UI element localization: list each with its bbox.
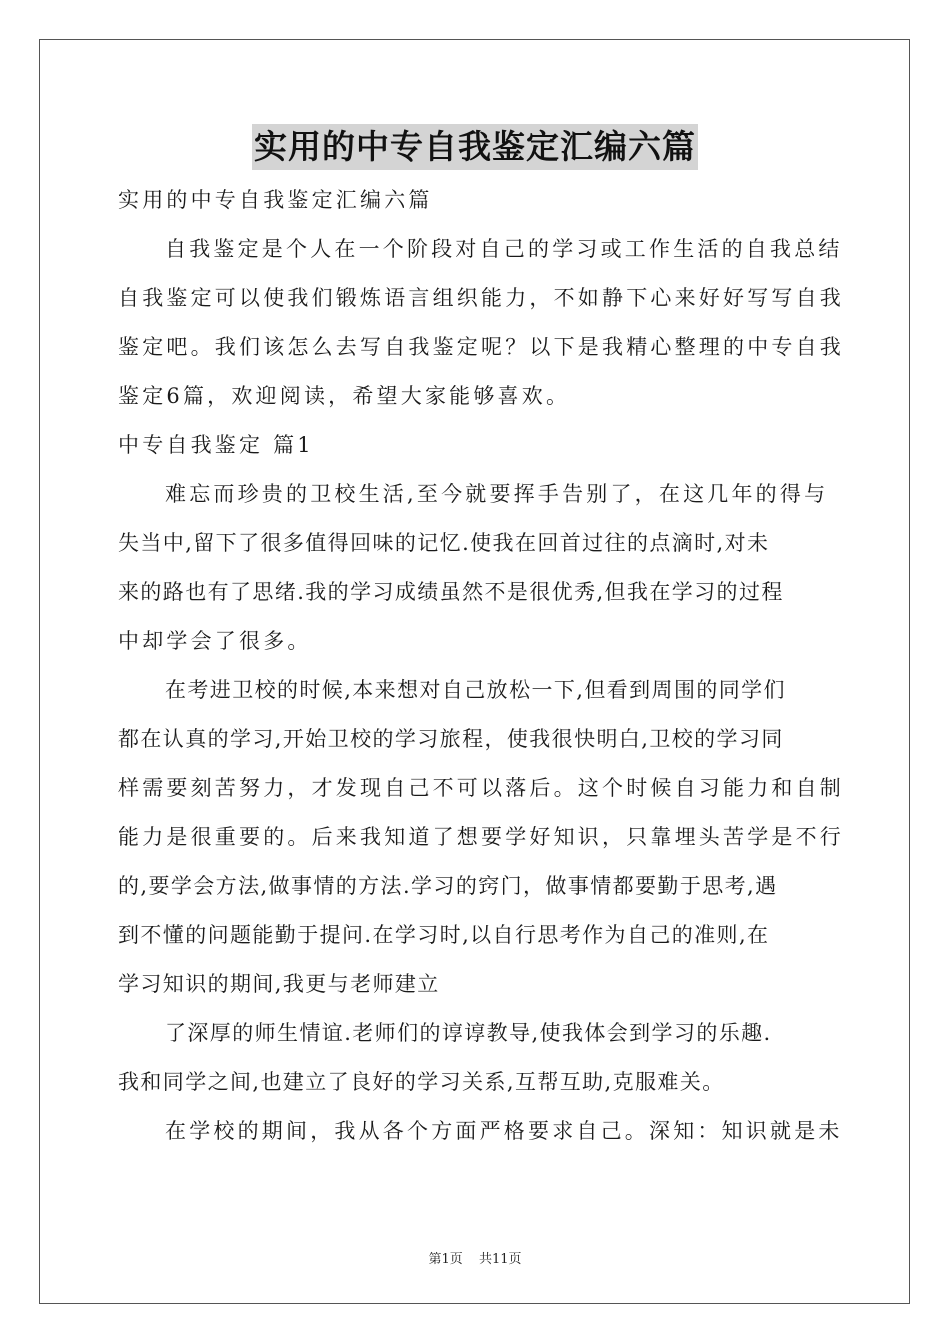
body-line: 来的路也有了思绪.我的学习成绩虽然不是很优秀,但我在学习的过程 <box>118 580 784 604</box>
body-line: 实用的中专自我鉴定汇编六篇 <box>118 188 433 212</box>
section-heading: 中专自我鉴定 篇1 <box>118 433 314 457</box>
body-line: 能力是很重要的。后来我知道了想要学好知识，只靠埋头苦学是不行 <box>118 825 844 849</box>
document-body <box>118 176 844 1156</box>
body-line: 了深厚的师生情谊.老师们的谆谆教导,使我体会到学习的乐趣. <box>165 1021 772 1045</box>
body-line: 鉴定6篇，欢迎阅读，希望大家能够喜欢。 <box>118 384 571 408</box>
page-total: 共11页 <box>478 1252 522 1267</box>
body-line: 都在认真的学习,开始卫校的学习旅程，使我很快明白,卫校的学习同 <box>118 727 784 751</box>
body-line: 学习知识的期间,我更与老师建立 <box>118 972 440 996</box>
page-footer <box>0 1248 950 1267</box>
body-line: 中却学会了很多。 <box>118 629 312 653</box>
body-line: 自我鉴定可以使我们锻炼语言组织能力，不如静下心来好好写写自我 <box>118 286 844 310</box>
body-line: 鉴定吧。我们该怎么去写自我鉴定呢？以下是我精心整理的中专自我 <box>118 335 844 359</box>
page-number: 第1页 <box>428 1252 463 1267</box>
body-line: 失当中,留下了很多值得回味的记忆.使我在回首过往的点滴时,对未 <box>118 531 770 555</box>
body-line: 到不懂的问题能勤于提问.在学习时,以自行思考作为自己的准则,在 <box>118 923 770 947</box>
title-container <box>0 124 950 170</box>
body-line: 自我鉴定是个人在一个阶段对自己的学习或工作生活的自我总结 <box>165 237 843 261</box>
body-line: 的,要学会方法,做事情的方法.学习的窍门，做事情都要勤于思考,遇 <box>118 874 778 898</box>
body-line: 难忘而珍贵的卫校生活,至今就要挥手告别了，在这几年的得与 <box>165 482 829 506</box>
body-line: 我和同学之间,也建立了良好的学习关系,互帮互助,克服难关。 <box>118 1070 725 1094</box>
body-line: 样需要刻苦努力，才发现自己不可以落后。这个时候自习能力和自制 <box>118 776 844 800</box>
document-title: 实用的中专自我鉴定汇编六篇 <box>252 124 698 170</box>
body-line: 在考进卫校的时候,本来想对自己放松一下,但看到周围的同学们 <box>165 678 786 702</box>
body-line: 在学校的期间，我从各个方面严格要求自己。深知：知识就是未 <box>165 1119 843 1143</box>
